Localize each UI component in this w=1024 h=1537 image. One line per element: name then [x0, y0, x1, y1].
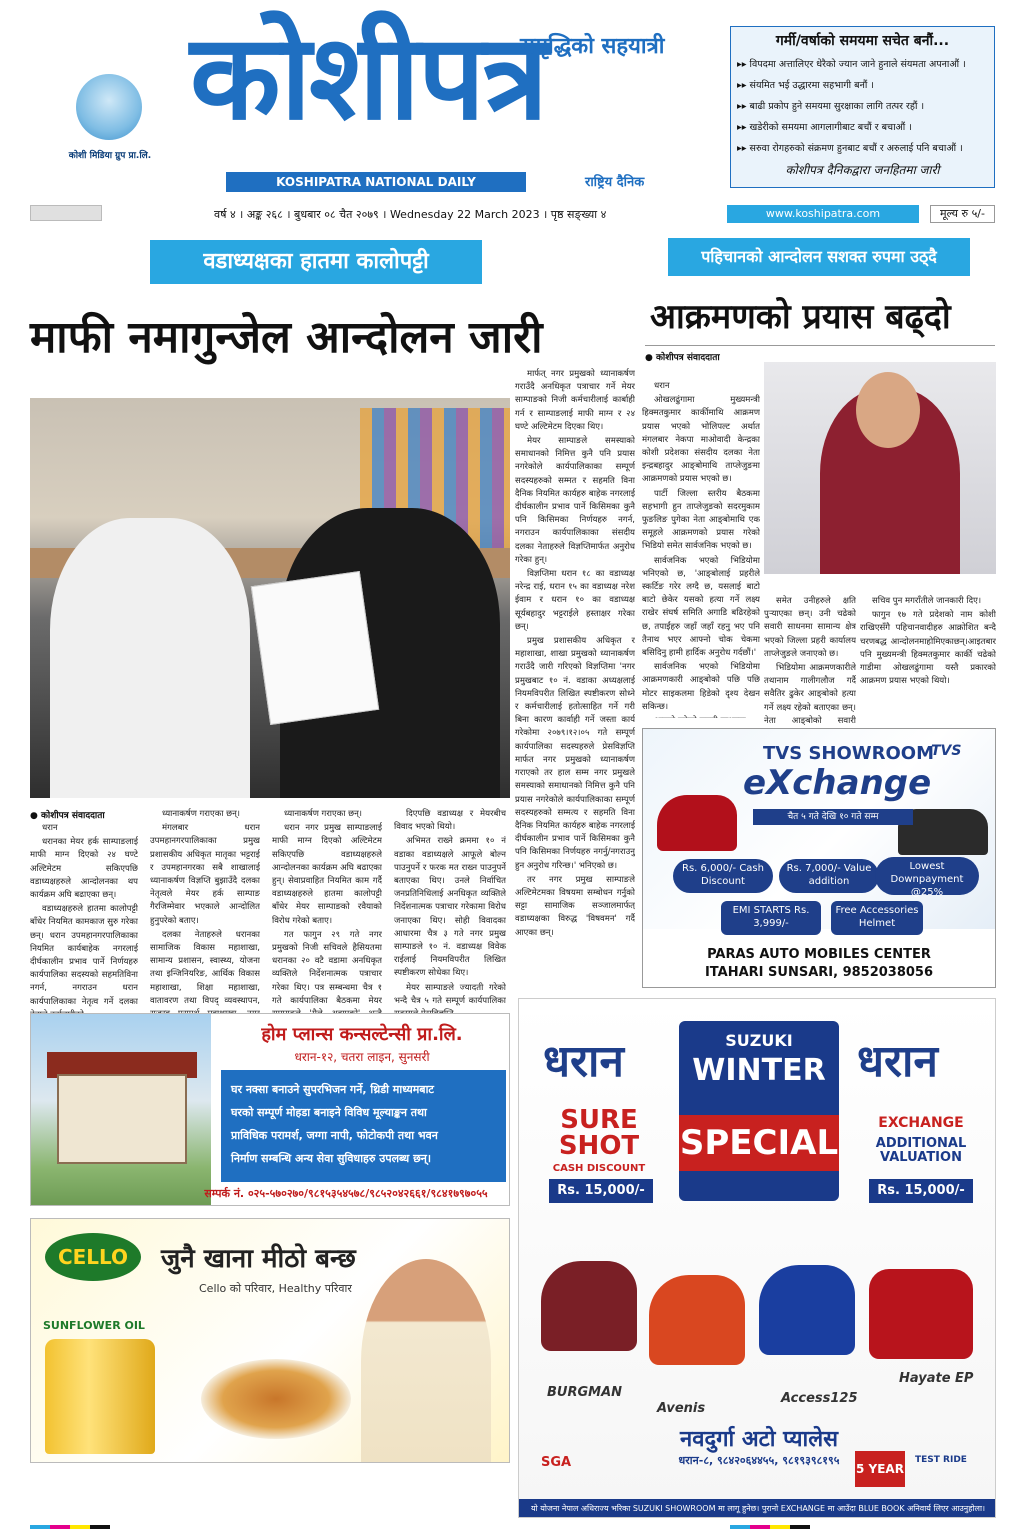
paragraph: धरान: [654, 381, 670, 391]
emi-badge: EMI STARTS Rs. 3,999/-: [721, 901, 821, 935]
paragraph: भिडियोमा आक्रमणकारीले तथानाम गालीगलौज गर्दै सवैतिर ढुकेर आङ्बोको हत्या गर्ने लक्ष्य रहेको बताएका छन्। नेता आङ्बोको सवारी: [764, 663, 856, 725]
paragraph: ध्यानाकर्षण गराएका छन्।: [162, 809, 241, 819]
scooter-image: [657, 795, 737, 851]
paragraph: दिएपछि वडाध्यक्ष र मेयरबीच विवाद भएको थियो।: [394, 809, 506, 833]
service-line: घर नक्सा बनाउने सुपरभिजन गर्ने, थ्रिडी माध्यमबाट: [231, 1083, 434, 1096]
right-story-headline[interactable]: आक्रमणको प्रयास बढ्दो: [650, 297, 951, 337]
model-name: BURGMAN: [547, 1385, 623, 1400]
price-label: मूल्य रु ५/-: [930, 205, 995, 223]
paragraph: सचिव पुन मगराँतीले जानकारी दिए।: [872, 596, 982, 606]
left-story-column: [394, 808, 506, 1018]
tvs-advertisement[interactable]: [642, 728, 996, 988]
value-addition-badge: Rs. 7,000/- Value addition: [779, 859, 879, 893]
oil-bottles-image: [45, 1339, 155, 1454]
burgman-scooter-image: [541, 1261, 637, 1351]
ad-footer: यो योजना नेपाल अधिराज्य भरिका SUZUKI SHOWROOM मा लागू हुनेछ। पुरानो EXCHANGE मा आउँदा BLUE BOOK अनिवार्य लिएर आउनुहोला।: [519, 1499, 996, 1518]
right-story-column: [860, 595, 996, 725]
valuation-amount: Rs. 15,000/-: [869, 1179, 973, 1203]
paragraph: मार्फत् नगर प्रमुखको ध्यानाकर्षण गराउँदै अनधिकृत पत्राचार गर्ने मेयर साम्पाङको निजी कर्मचारीलाई कार्बाही गर्न र साम्पाङलाई माफी माग्न र २४ घण्टे अल्टिमेटम दिएका थिए।: [515, 369, 635, 432]
ad-contact: सम्पर्क नं. ०२५-५७०२७०/९८१५३५४५७८/९८५२०४२६६१/९८४१७९७०५५: [204, 1187, 488, 1200]
food-dish-image: [201, 1359, 351, 1439]
dealer-phone: धरान-८, ९८४२०६४४५५, ९८१९३९८१९५: [678, 1454, 840, 1467]
notice-line: ▸▸ खडेरीको समयमा आगलागीबाट बचौं र बचाऔं ।: [737, 122, 912, 133]
sure-shot-label: SURE SHOT: [558, 1105, 640, 1161]
left-story-column: [515, 368, 635, 988]
paragraph: मेयर साम्पाङले ज्यादती गरेको भन्दै चैत्र ५ गते सम्पूर्ण कार्यपालिका: [394, 982, 506, 1006]
home-plans-advertisement[interactable]: [30, 1013, 510, 1206]
paragraph: धरान नगर प्रमुख साम्पाङलाई माफी माग्न दिएको अल्टिमेटम सकिएपछि वडाध्यक्षहरुले आन्दोलनका कार्यक्रम अघि बढाएका हुन्। सेवाप्रवाहित नियमित काम गर्दै वडाध्यक्षहरुले हातमा कालोपट्टी बाँधेर मेयर साम्पाङको रवैयाको विरोध गरेको बताए।: [272, 823, 382, 926]
right-story-byline: ● कोशीपत्र संवाददाता: [645, 353, 720, 363]
left-story-byline: ● कोशीपत्र संवाददाता: [30, 811, 105, 821]
dealer-address: ITAHARI SUNSARI, 9852038056: [704, 965, 934, 980]
access-scooter-image: [759, 1265, 855, 1355]
service-line: घरको सम्पूर्ण मोहडा बनाइने विविध मूल्याङ्कन तथा: [231, 1106, 427, 1119]
paragraph: सार्वजनिक भएको भिडियोमा आक्रमणकारी आङ्बोको पछि पछि मोटर साइकलमा हिडेको दृश्य देखन सकिन्छ।: [642, 662, 760, 712]
right-story-kicker: पहिचानको आन्दोलन सशक्त रुपमा उठ्दै: [668, 238, 970, 276]
avenis-scooter-image: [649, 1275, 745, 1365]
notice-title: गर्मी/वर्षाको समयमा सचेत बनौं...: [775, 33, 950, 49]
paragraph: वडाध्यक्षहरुले हातमा कालोपट्टी बाँधेर नियमित कामकाज सुरु गरेका छन्। धरान उपमहानगरपालिकाका नियमित कार्यबाहेक नगरलाई दीर्घकालीन प्रभाव पार्ने निर्णयहरु कार्यपालिका सदस्यको सहमतिविना नगर्न, नगराउन धरान कार्यपालिकाका नेतृत्व गर्ने दलका: [30, 904, 138, 1007]
left-story-headline[interactable]: माफी नमागुन्जेल आन्दोलन जारी: [30, 312, 543, 363]
city-label: धरान: [543, 1036, 624, 1087]
left-story-column: [30, 822, 138, 1018]
right-story-column: [764, 595, 856, 725]
photo-face: [856, 372, 920, 448]
paragraph: मंगलबार धरान उपमहानगरपालिकाका प्रमुख प्रशासकीय अधिकृत मातृका भट्टराई र उपमहानगरका सबै शाखालाई ध्यानाकर्षण विज्ञप्ति बुझाउँदै दलका नेतृत्वले मेयर हर्क साम्पाङ गैरजिम्मेवार भएकाले आन्दोलित हुनुपरेको बताए।: [150, 823, 260, 926]
notice-line: ▸▸ संयमित भई उद्धारमा सहभागी बनौं ।: [737, 80, 874, 91]
ad-slogan: जुनै खाना मीठो बन्छ: [161, 1244, 356, 1274]
dealer-name: PARAS AUTO MOBILES CENTER: [707, 947, 931, 962]
house-body: [57, 1074, 187, 1164]
paragraph: ध्यानाकर्षण गराएका छन्।: [284, 809, 363, 819]
tagline: समृद्धिको सहयात्री: [520, 34, 665, 59]
warranty-badge: 5 YEAR: [855, 1451, 905, 1487]
paragraph: गत फागुन २९ गते नगर प्रमुखको निजी सचिवले हैसियतमा धरानका २० वटै वडामा अनधिकृत व्यक्तिले निर्देशनात्मक पत्राचार गरेका थिए। पत्र सम्बन्धमा चैत्र १ गते कार्यपालिका बैठकमा मेयर: [272, 929, 382, 1006]
ad-subline: Cello को परिवार, Healthy परिवार: [199, 1282, 352, 1295]
model-name: Hayate EP: [899, 1371, 974, 1386]
dateline: वर्ष ४ । अङ्क २६८ । बुधबार ०८ चैत २०७९ । Wednesday 22 March 2023 । पृष्ठ सङ्ख्या ४: [214, 208, 607, 221]
newspaper-title: कोशीपत्र: [190, 8, 547, 146]
notice-line: ▸▸ बाढी प्रकोप हुने समयमा सुरक्षाका लागि तत्पर रहौं ।: [737, 101, 925, 112]
paragraph: दलका नेताहरुले धरानका सामाजिक विकास महाशाखा, सामान्य प्रशासन, स्वास्थ्य, योजना तथा इन्जिनियरिङ, आर्थिक विकास महाशाखा, शिक्षा महाशाखा, वातावरण तथा विपद् व्यवस्थापन,: [150, 929, 260, 1006]
public-notice-box: [730, 26, 995, 188]
accessories-badge: Free Accessories Helmet: [831, 901, 923, 935]
right-story-column: [642, 380, 760, 718]
ad-title: TVS SHOWROOM: [763, 743, 934, 764]
suzuki-logo: SUZUKI: [725, 1031, 793, 1050]
paragraph: अभिमत राख्ने क्रममा १० नं वडाका वडाध्यक्षले आफूले बोल्न पाउनुपर्ने र फरक मत राख्न पाउनुपर्ने बताएका थिए। उनले निर्वाचित जनप्रतिनिधिलाई अनधिकृत व्यक्तिले निर्देशनात्मक पत्राचार गरेकामा विरोध जनाएका थिए। सोही विवादका आधारमा चैत्र ३ गते नगर प्रमुख साम्पाङले १० नं. वडाध्यक्ष विवेक राईलाई नियमविपरीत लिखित स्पष्टीकरण सोधेका थिए।: [394, 836, 506, 979]
ad-address: धरान-१२, चतरा लाइन, सुनसरी: [294, 1050, 430, 1064]
paragraph: सार्वजनिक भएको भिडियोमा भनिएको छ, 'आङ्बोलाई प्रहरीले स्कर्टिङ गरेर लग्दै छ, यसलाई बाटो बाटो छेकेर यसको हत्या गर्ने लक्ष्य राखेर संघर्ष समिति अगाडि बढिरहेको छ, तपाईंहरु जहाँ जहाँ रहनु भए पनि तैनाथ भएर आफ्नो चोक चेकमा बसिदिनु हामी हार्दिक अनुरोध गर्दछौं।': [642, 555, 760, 659]
side-story-photo: [764, 362, 996, 574]
photo-document: [251, 571, 379, 725]
website-link[interactable]: www.koshipatra.com: [727, 205, 919, 223]
model-person-image: [361, 1259, 491, 1463]
model-name: Avenis: [657, 1401, 706, 1416]
english-name: KOSHIPATRA NATIONAL DAILY: [226, 172, 526, 192]
photo-person-left: [50, 518, 250, 798]
exchange-label: EXCHANGE: [878, 1115, 964, 1131]
service-line: निर्माण सम्बन्धि अन्य सेवा सुविधाहरु उपलब्ध छन्।: [231, 1152, 432, 1165]
paragraph: [642, 715, 760, 718]
model-name: Access125: [781, 1391, 858, 1406]
product-name: SUNFLOWER OIL: [43, 1319, 145, 1332]
downpayment-badge: Lowest Downpayment @25%: [875, 857, 979, 895]
notice-footer: कोशीपत्र दैनिकद्वारा जनहितमा जारी: [785, 163, 940, 177]
cash-discount-badge: Rs. 6,000/- Cash Discount: [673, 859, 773, 893]
valuation-label: ADDITIONAL VALUATION: [875, 1136, 967, 1165]
paragraph: ओखलढुंगामा मुख्यमन्त्री हिक्मतकुमार कार्कीमाथि आक्रमण प्रयास भएको भोलिपल्ट अर्थात मंगलबार नेकपा माओवादी केन्द्रका कोशी प्रदेशका संसदीय दलका नेता इन्द्रबहादुर आङ्बोमाथि ताप्लेजुङमा आक्रमणको प्रयास भएको छ।: [642, 395, 760, 485]
divider: [645, 345, 995, 346]
notice-line: ▸▸ विपदमा अत्तालिएर धेरैको ज्यान जाने हुनाले संयमता अपनाऔं ।: [737, 59, 966, 70]
house-image: [31, 1014, 211, 1206]
paragraph: मेयर साम्पाङले समस्याको समाधानको निमित्त कुनै पनि प्रयास नगरेकोले कार्यपालिकाका सम्पूर्ण सदस्यहरुको सम्मत र सहमति विना दैनिक नियमित कार्यहरु बाहेक नगरलाई दीर्घकालीन प्रभाव पार्ने किसिमका कुनै पनि किसिमका निर्णयहरु नगर्न, नगराउन कार्यपालिकाका संसदीय दलका नेताहरुले विज्ञप्तिमार्फत अनुरोध गरेका हुन्।: [515, 436, 635, 565]
left-story-kicker: वडाध्यक्षका हातमा कालोपट्टी: [150, 240, 482, 284]
suzuki-advertisement[interactable]: [518, 998, 996, 1518]
paragraph: धरान: [42, 823, 58, 833]
city-label: धरान: [857, 1036, 938, 1087]
national-daily-label: राष्ट्रिय दैनिक: [585, 175, 645, 190]
test-ride-badge: TEST RIDE: [915, 1455, 967, 1465]
print-color-bar: [30, 1525, 996, 1529]
exchange-title: eXchange: [743, 763, 932, 803]
tvs-logo: TVS: [931, 743, 962, 759]
paragraph: समेत उनीहरुले क्षति पुऱ्याएका छन्। उनी चढेको सवारी साधनमा सामान्य क्षेत्र भएको जिल्ला प्रहरी कार्यालय ताप्लेजुङले जनाएको छ।: [764, 596, 856, 659]
left-story-column: [272, 808, 382, 1018]
publisher-logo: [60, 70, 160, 170]
paragraph: धरानका मेयर हर्क साम्पाङलाई माफी माग्न दिएको २४ घण्टे अल्टिमेटम सकिएपछि वडाध्यक्षहरुले आन्दोलनका थप कार्यक्रम अघि बढाएका छन्।: [30, 837, 138, 901]
sga-logo: SGA: [541, 1455, 572, 1470]
main-story-photo: [30, 398, 510, 798]
paragraph: प्रमुख प्रशासकीय अधिकृत र महाशाखा, शाखा प्रमुखको ध्यानाकर्षण गराउँदै जारी गरिएको विज्ञप्तिमा 'नगर प्रमुखबाट १० नं. वडाका अध्यक्षलाई नियमविपरीत लिखित स्पष्टीकरण सोध्ने र कर्मचारीलाई हतोत्साहित गर्ने गरी बिना कारण कार्वाही गर्ने जस्ता कार्य गरेकोमा २०७९।१२।०५ गते सम्पूर्ण कार्यपालिका सदस्यहरुले प्रेसविज्ञप्ति मार्फत नगर प्रमुखको ध्यानाकर्षण गराएको तर हाल सम्म नगर प्रमुखले समस्याको समाधानको निमित्त कुनै पनि प्रयास नगरेकोले कार्यपालिकाका सम्पूर्ण सदस्यहरुको सम्मत्य र सहमति विना दैनिक नियमित कार्यहरु बाहेक नगरलाई दीर्घकालीन प्रभाव पार्ने किसिमका कुनै पनि किसिमका निर्णयहरु नगर्नु/नगराउनु हुन अनुरोध गरिन्छ।' भनिएको छ।: [515, 636, 635, 871]
special-label: SPECIAL: [679, 1115, 839, 1171]
cello-advertisement[interactable]: [30, 1218, 510, 1463]
hayate-bike-image: [869, 1269, 973, 1359]
paragraph: पार्टी जिल्ला स्तरीय बैठकमा सहभागी हुन ताप्लेजुङको सदरमुकाम फुङलिङ पुगेका नेता आङ्बोमाथि एक समूहले आक्रमणको प्रयास गरेको भिडियो समेत सार्वजनिक भएको छ।: [642, 488, 760, 552]
winter-label: WINTER: [692, 1053, 826, 1088]
services-panel: [221, 1070, 506, 1182]
offer-dates: चैत ५ गते देखि १० गते सम्म: [753, 809, 913, 825]
paragraph: विज्ञप्तिमा धरान १८ का वडाध्यक्ष नरेन्द्र राई, धरान १५ का वडाध्यक्ष नरेश ईवाम र धरान १० का वडाध्यक्ष सूर्यबहादुर भट्टराईले हस्ताक्षर गरेका छन्।: [515, 569, 635, 632]
cello-logo: CELLO: [45, 1233, 141, 1281]
ad-title: होम प्लान्स कन्सल्टेन्सी प्रा.लि.: [261, 1024, 463, 1045]
dateline-placeholder: [30, 205, 102, 221]
notice-line: ▸▸ सरुवा रोगहरुको संक्रमण हुनबाट बचौं र अरुलाई पनि बचाऔं ।: [737, 143, 963, 154]
cash-discount-label: CASH DISCOUNT: [552, 1163, 646, 1174]
discount-amount: Rs. 15,000/-: [549, 1179, 653, 1203]
paragraph: तर नगर प्रमुख साम्पाङले अल्टिमेटमका विषयमा सम्बोधन गर्नुको सट्टा सामाजिक सञ्जालमार्फत् वडाध्यक्षका विरुद्ध 'विषवमन' गर्दै आएका छन्।: [515, 874, 635, 938]
left-story-column: [150, 808, 260, 1018]
publisher-caption: कोशी मिडिया ग्रुप प्रा.लि.: [68, 151, 152, 161]
dealer-name: नवदुर्गा अटो प्यालेस: [680, 1427, 838, 1452]
globe-icon: [76, 74, 142, 140]
service-line: प्राविधिक परामर्श, जग्गा नापी, फोटोकपी तथा भवन: [231, 1129, 438, 1142]
paragraph: फागुन १७ गते प्रदेशको नाम कोशी राखिएसँगै पहिचानवादीहरु आक्रोशित बन्दै चरणबद्ध आन्दोलनमाहोमिएकाछन्।आइतबार पनि मुख्यमन्त्री हिक्मतकुमार कार्की चढेको गाडीमा ओखलढुंगामा यस्तै प्रकारको आक्रमण प्रयास भएको थियो।: [860, 610, 996, 687]
